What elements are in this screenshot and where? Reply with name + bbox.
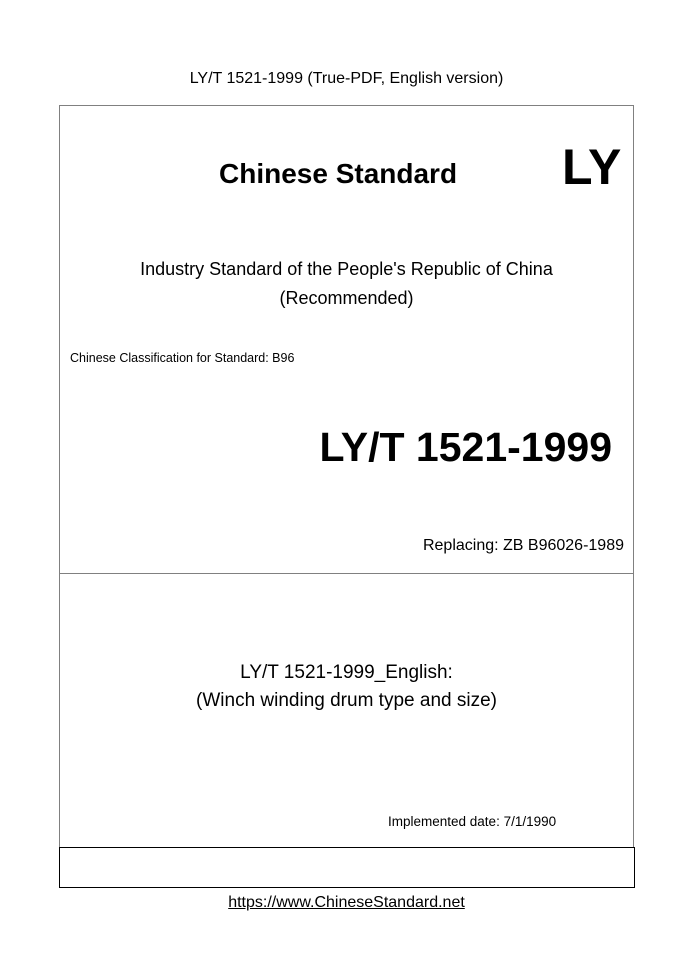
replacing-label: Replacing: ZB B96026-1989 (422, 537, 624, 554)
implemented-date: Implemented date: 7/1/1990 (388, 814, 557, 829)
standard-number: LY/T 1521-1999 (319, 424, 612, 470)
english-subtitle: (Winch winding drum type and size) (196, 690, 497, 711)
website-link[interactable]: https://www.ChineseStandard.net (228, 894, 465, 911)
cover-title: Chinese Standard (219, 158, 458, 189)
page-header: LY/T 1521-1999 (True-PDF, English version) (189, 70, 504, 87)
footer (0, 894, 693, 912)
cover-frame-bottom (59, 847, 635, 888)
recommended-label: (Recommended) (279, 288, 414, 308)
english-title: LY/T 1521-1999_English: (240, 662, 453, 683)
industry-standard-line: Industry Standard of the People's Republic of China (140, 259, 553, 279)
standard-code-mark: LY (562, 139, 622, 195)
classification-label: Chinese Classification for Standard: B96 (70, 351, 295, 365)
